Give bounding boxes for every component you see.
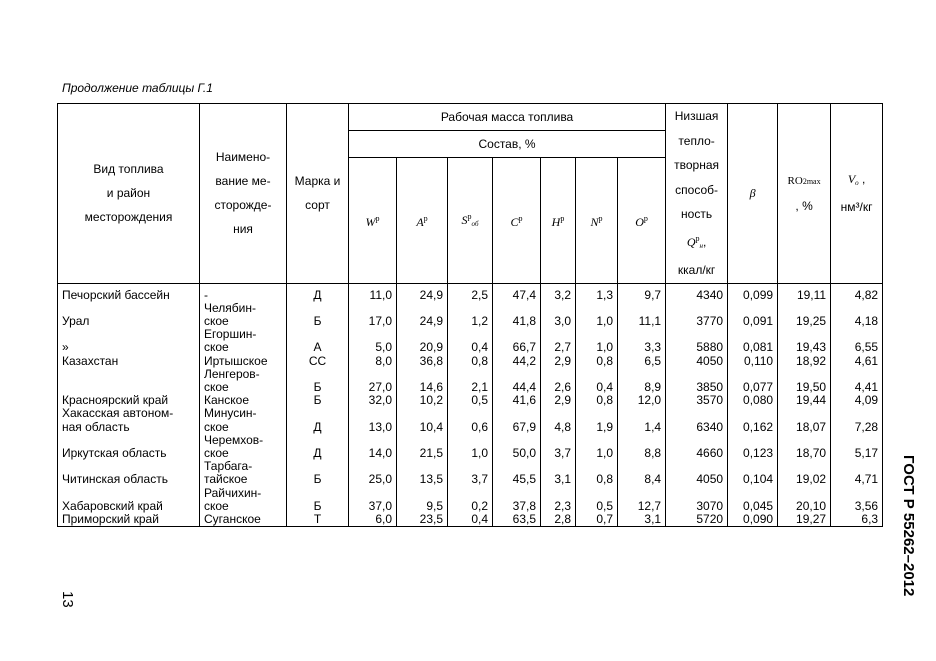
cell-grade: Д [287,407,349,433]
cell-line: ское [204,498,229,513]
cell-o: 9,7 [618,289,666,302]
cell-ro2: 19,43 [778,328,831,354]
cell-w: 27,0 [349,368,397,394]
cell-s: 0,2 [448,487,493,513]
cell-h: 2,3 [541,487,576,513]
cell-line: Егоршин- [204,328,257,342]
cell-s: 3,7 [448,460,493,486]
cell-grade: Б [287,302,349,328]
cell-line: Ленгеров- [204,367,260,381]
cell-v: 4,82 [831,289,883,302]
cell-q: 4050 [666,460,728,486]
cell-q: 5880 [666,328,728,354]
cell-line: Хабаровский край [62,498,163,513]
cell-ro2: 18,07 [778,407,831,433]
cell-line: Черемхов- [204,433,264,447]
cell-line: Иртышское [204,354,268,368]
cell-v: 5,17 [831,434,883,460]
cell-c: 44,2 [493,355,541,368]
cell-o: 3,1 [618,513,666,527]
cell-o: 8,4 [618,460,666,486]
header-w: $W^р$ [349,157,397,283]
cell-beta: 0,091 [728,302,778,328]
cell-fuel [58,434,200,460]
cell-fuel [58,328,200,354]
cell-ro2: 18,92 [778,355,831,368]
table-row [58,328,883,354]
cell-w: 32,0 [349,394,397,407]
cell-line: Урал [62,313,90,328]
header-h: $H^р$ [541,157,576,283]
cell-s: 0,6 [448,407,493,433]
cell-line: Казахстан [62,354,119,368]
header-vo: $V_о$ , нм³/кг [831,104,883,284]
cell-c: 66,7 [493,328,541,354]
cell-grade: Б [287,394,349,407]
cell-c: 67,9 [493,407,541,433]
cell-line: ское [204,445,229,460]
cell-ro2: 19,11 [778,289,831,302]
cell-line: Суганское [204,512,261,526]
cell-line: Минусин- [204,407,257,421]
cell-v: 6,3 [831,513,883,527]
cell-v: 4,18 [831,302,883,328]
cell-o: 8,9 [618,368,666,394]
cell-o: 11,1 [618,302,666,328]
cell-fuel [58,355,200,368]
cell-grade: Д [287,434,349,460]
cell-fuel [58,487,200,513]
cell-line: Приморский край [62,512,159,526]
table-body [58,283,883,527]
cell-o: 8,8 [618,434,666,460]
table-row [58,513,883,527]
cell-h: 2,7 [541,328,576,354]
cell-n: 1,3 [576,289,618,302]
cell-c: 37,8 [493,487,541,513]
cell-deposit [200,368,287,394]
cell-grade: Д [287,289,349,302]
table-row [58,289,883,302]
page-number: 13 [59,591,76,608]
cell-ro2: 19,50 [778,368,831,394]
cell-beta: 0,045 [728,487,778,513]
cell-w: 25,0 [349,460,397,486]
header-grade [287,104,349,284]
table-row [58,394,883,407]
cell-deposit [200,302,287,328]
cell-beta: 0,110 [728,355,778,368]
header-ro2-unit: , % [795,199,813,214]
header-grade-line: Марка и [294,174,341,189]
cell-ro2: 19,25 [778,302,831,328]
header-fuel-type-line: и район [106,186,151,201]
header-deposit-line: вание ме- [215,174,271,189]
cell-line: Канское [204,394,250,408]
header-a: $A^р$ [397,157,448,283]
cell-fuel [58,460,200,486]
table-caption: Продолжение таблицы Г.1 [62,81,213,95]
cell-fuel [58,289,200,302]
cell-line: » [62,340,69,355]
cell-a: 10,2 [397,394,448,407]
header-vo-unit: нм³/кг [840,200,873,215]
header-lower-heat-line: ккал/кг [677,263,716,277]
header-o: $O^р$ [618,157,666,283]
cell-s: 0,5 [448,394,493,407]
cell-fuel [58,513,200,527]
cell-q: 3570 [666,394,728,407]
cell-line: Иркутская область [62,445,167,460]
cell-beta: 0,123 [728,434,778,460]
cell-s: 0,4 [448,513,493,527]
cell-v: 4,61 [831,355,883,368]
cell-w: 6,0 [349,513,397,527]
header-lower-heat-line: творная [674,158,720,172]
cell-a: 24,9 [397,302,448,328]
cell-n: 1,0 [576,328,618,354]
cell-h: 3,1 [541,460,576,486]
cell-n: 1,0 [576,434,618,460]
header-c: $C^р$ [493,157,541,283]
cell-c: 41,6 [493,394,541,407]
cell-h: 3,7 [541,434,576,460]
cell-n: 0,8 [576,355,618,368]
cell-beta: 0,090 [728,513,778,527]
cell-h: 2,6 [541,368,576,394]
cell-deposit [200,355,287,368]
cell-ro2: 18,70 [778,434,831,460]
cell-a: 20,9 [397,328,448,354]
cell-grade: Б [287,487,349,513]
cell-c: 50,0 [493,434,541,460]
cell-w: 14,0 [349,434,397,460]
header-fuel-type-line: Вид топлива [93,162,164,177]
table-row [58,487,883,513]
cell-o: 1,4 [618,407,666,433]
header-lower-heat-line: ность [681,207,713,221]
cell-q: 5720 [666,513,728,527]
cell-v: 4,41 [831,368,883,394]
cell-grade: СС [287,355,349,368]
cell-n: 0,8 [576,460,618,486]
cell-deposit [200,328,287,354]
table-row [58,368,883,394]
header-fuel-type [58,104,200,284]
cell-c: 41,8 [493,302,541,328]
header-deposit-line: Наимено- [215,150,271,165]
cell-n: 1,0 [576,302,618,328]
cell-a: 10,4 [397,407,448,433]
cell-q: 3850 [666,368,728,394]
cell-beta: 0,104 [728,460,778,486]
header-deposit [200,104,287,284]
cell-a: 9,5 [397,487,448,513]
header-deposit-line: ния [233,222,253,237]
table-row [58,434,883,460]
cell-line: ское [204,419,229,434]
cell-fuel [58,394,200,407]
cell-v: 4,71 [831,460,883,486]
cell-o: 6,5 [618,355,666,368]
cell-s: 0,8 [448,355,493,368]
table-row [58,460,883,486]
cell-a: 13,5 [397,460,448,486]
cell-deposit [200,394,287,407]
cell-line: ское [204,313,229,328]
cell-line: - [204,288,208,302]
cell-q: 4050 [666,355,728,368]
cell-grade: Б [287,368,349,394]
table-row [58,407,883,433]
table-header [58,104,883,284]
header-lower-heat-line: способ- [675,182,718,197]
cell-beta: 0,099 [728,289,778,302]
header-s: $S^р_{об}$ [448,157,493,283]
fuel-table [57,103,883,527]
cell-s: 1,0 [448,434,493,460]
cell-deposit [200,289,287,302]
cell-line: тайское [204,472,248,487]
cell-deposit [200,513,287,527]
cell-grade: А [287,328,349,354]
document-code: ГОСТ Р 55262–2012 [900,455,917,597]
cell-deposit [200,407,287,433]
cell-line: Челябин- [204,301,256,315]
cell-c: 63,5 [493,513,541,527]
cell-line: Читинская область [62,472,168,487]
cell-s: 0,4 [448,328,493,354]
cell-grade: Т [287,513,349,527]
cell-beta: 0,080 [728,394,778,407]
cell-w: 8,0 [349,355,397,368]
cell-n: 0,8 [576,394,618,407]
header-deposit-line: сторожде- [214,198,272,213]
header-lower-heat-line: Низшая [674,109,719,123]
cell-line: ная область [62,419,130,434]
cell-a: 21,5 [397,434,448,460]
cell-ro2: 19,27 [778,513,831,527]
table-row [58,355,883,368]
cell-c: 47,4 [493,289,541,302]
cell-line: ское [204,340,229,355]
header-lower-heat [666,104,728,284]
cell-fuel [58,368,200,394]
header-grade-line: сорт [305,198,330,213]
cell-deposit [200,487,287,513]
cell-v: 7,28 [831,407,883,433]
header-ro2: RO2max , % [778,104,831,284]
cell-line: Печорский бассейн [62,288,170,302]
cell-w: 11,0 [349,289,397,302]
cell-h: 2,8 [541,513,576,527]
cell-w: 17,0 [349,302,397,328]
cell-line: Тарбага- [204,460,253,474]
cell-fuel [58,302,200,328]
cell-line: ское [204,379,229,394]
cell-v: 6,55 [831,328,883,354]
cell-deposit [200,460,287,486]
cell-n: 1,9 [576,407,618,433]
cell-c: 44,4 [493,368,541,394]
cell-ro2: 20,10 [778,487,831,513]
cell-h: 2,9 [541,394,576,407]
cell-q: 4340 [666,289,728,302]
header-working-mass: Рабочая масса топлива [349,104,666,131]
cell-ro2: 19,44 [778,394,831,407]
cell-fuel [58,407,200,433]
cell-s: 1,2 [448,302,493,328]
cell-ro2: 19,02 [778,460,831,486]
cell-h: 4,8 [541,407,576,433]
cell-beta: 0,081 [728,328,778,354]
cell-w: 13,0 [349,407,397,433]
cell-s: 2,5 [448,289,493,302]
cell-o: 12,7 [618,487,666,513]
cell-a: 23,5 [397,513,448,527]
cell-v: 3,56 [831,487,883,513]
cell-o: 3,3 [618,328,666,354]
header-beta-symbol: β [749,186,756,201]
header-lower-heat-symbol: $Q^р_н$, [686,233,707,250]
header-n: $N^р$ [576,157,618,283]
cell-n: 0,4 [576,368,618,394]
cell-a: 36,8 [397,355,448,368]
cell-h: 3,0 [541,302,576,328]
header-lower-heat-line: тепло- [678,133,715,148]
header-composition: Состав, % [349,130,666,157]
cell-a: 14,6 [397,368,448,394]
cell-w: 37,0 [349,487,397,513]
header-beta [728,104,778,284]
cell-h: 3,2 [541,289,576,302]
cell-c: 45,5 [493,460,541,486]
cell-line: Хакасская автоном- [62,407,174,421]
cell-o: 12,0 [618,394,666,407]
cell-q: 6340 [666,407,728,433]
header-fuel-type-line: месторождения [84,210,173,225]
cell-s: 2,1 [448,368,493,394]
cell-n: 0,7 [576,513,618,527]
cell-line: Райчихин- [204,486,262,500]
cell-n: 0,5 [576,487,618,513]
cell-w: 5,0 [349,328,397,354]
cell-v: 4,09 [831,394,883,407]
table-row [58,302,883,328]
cell-q: 3070 [666,487,728,513]
cell-grade: Б [287,460,349,486]
cell-a: 24,9 [397,289,448,302]
cell-beta: 0,077 [728,368,778,394]
cell-beta: 0,162 [728,407,778,433]
cell-deposit [200,434,287,460]
cell-q: 4660 [666,434,728,460]
cell-line: Красноярский край [62,394,169,408]
cell-h: 2,9 [541,355,576,368]
cell-q: 3770 [666,302,728,328]
